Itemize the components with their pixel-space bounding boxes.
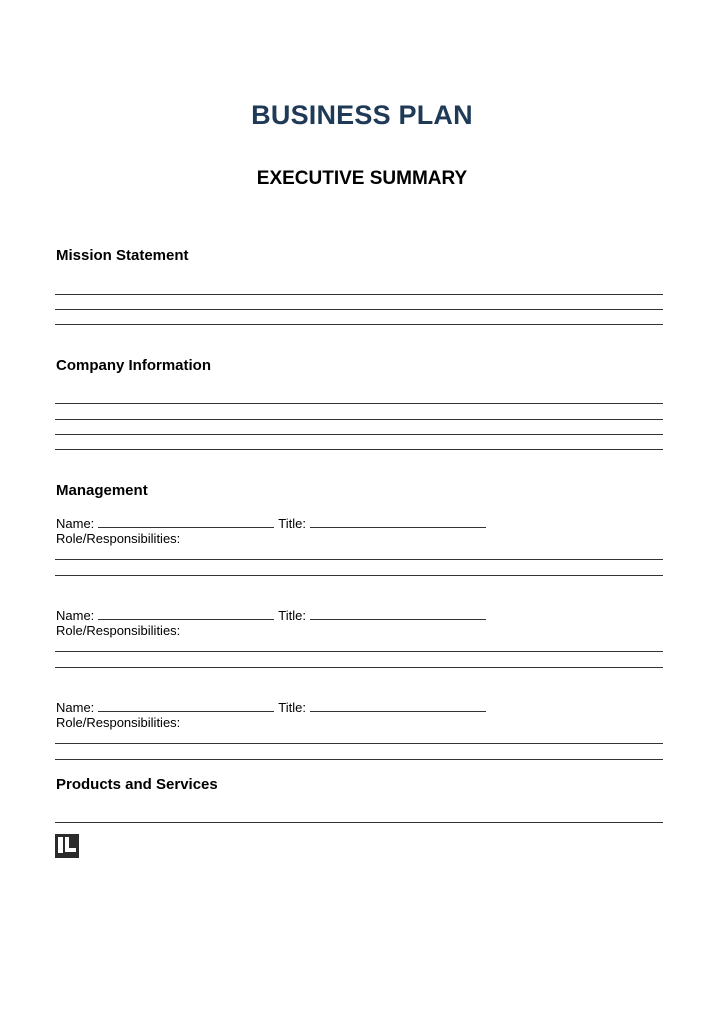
name-label: Name:	[56, 608, 95, 623]
management-entry-3	[56, 699, 490, 715]
company-line-1[interactable]	[55, 403, 663, 404]
document-subtitle: EXECUTIVE SUMMARY	[256, 168, 468, 189]
company-line-2[interactable]	[55, 419, 663, 420]
name-label: Name:	[56, 700, 95, 715]
company-line-4[interactable]	[55, 449, 663, 450]
name-label: Name:	[56, 516, 95, 531]
name-field[interactable]	[98, 607, 274, 620]
title-field[interactable]	[310, 515, 486, 528]
role-label: Role/Responsibilities:	[56, 715, 181, 730]
mission-line-1[interactable]	[55, 294, 663, 295]
management-entry-2	[56, 607, 490, 623]
management-entry-1	[56, 515, 490, 531]
role-line-2[interactable]	[55, 575, 663, 576]
name-field[interactable]	[98, 515, 274, 528]
role-line-1[interactable]	[55, 651, 663, 652]
management-heading: Management	[56, 482, 148, 499]
mission-line-2[interactable]	[55, 309, 663, 310]
mission-statement-heading: Mission Statement	[56, 247, 189, 264]
title-label: Title:	[278, 608, 306, 623]
role-line-1[interactable]	[55, 743, 663, 744]
role-line-2[interactable]	[55, 759, 663, 760]
title-label: Title:	[278, 516, 306, 531]
products-line-1[interactable]	[55, 822, 663, 823]
title-field[interactable]	[310, 607, 486, 620]
document-title: BUSINESS PLAN	[251, 100, 473, 130]
role-line-1[interactable]	[55, 559, 663, 560]
role-line-2[interactable]	[55, 667, 663, 668]
name-field[interactable]	[98, 699, 274, 712]
products-services-heading: Products and Services	[56, 776, 218, 793]
company-information-heading: Company Information	[56, 357, 212, 374]
brand-logo-icon	[55, 834, 79, 858]
mission-line-3[interactable]	[55, 324, 663, 325]
role-label: Role/Responsibilities:	[56, 531, 181, 546]
title-label: Title:	[278, 700, 306, 715]
role-label: Role/Responsibilities:	[56, 623, 181, 638]
title-field[interactable]	[310, 699, 486, 712]
company-line-3[interactable]	[55, 434, 663, 435]
